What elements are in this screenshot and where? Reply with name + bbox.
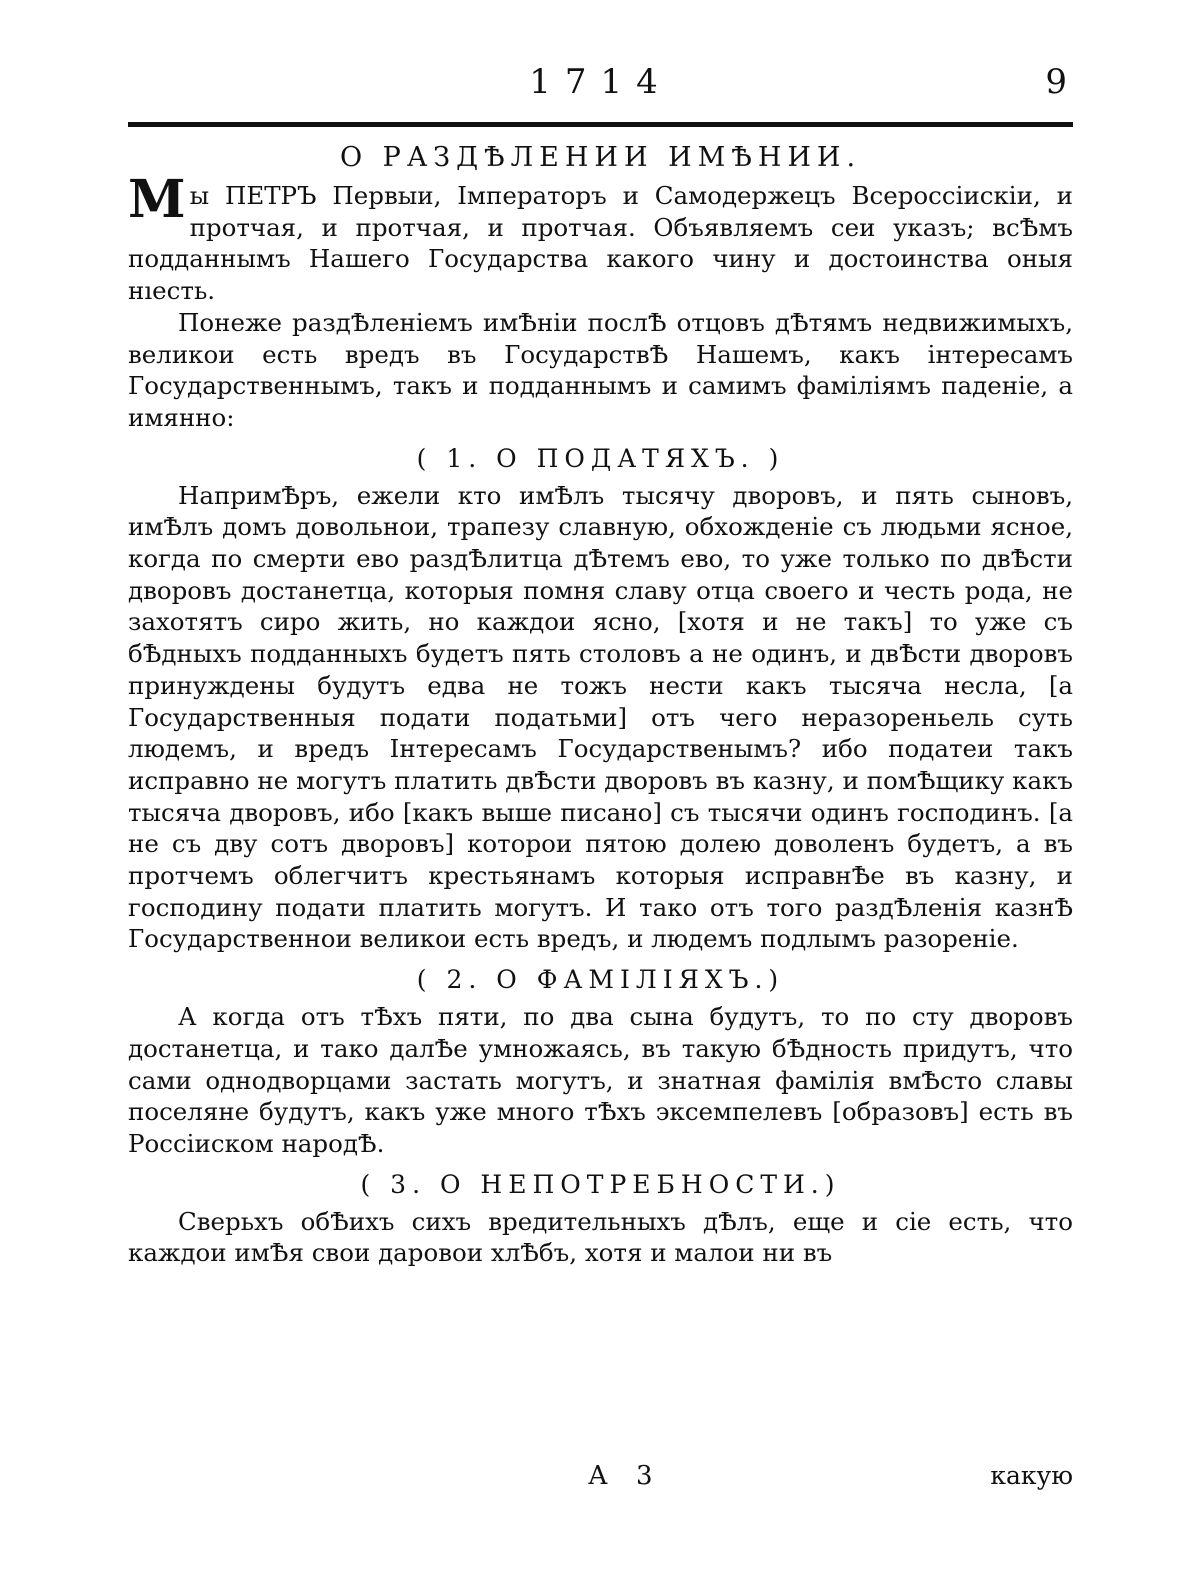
year-heading: 1714 (529, 62, 672, 102)
section-heading-unnecessity: ( 3. О НЕПОТРЕБНОСТИ.) (360, 1169, 841, 1199)
drop-cap: М (128, 169, 186, 230)
page-title: О РАЗДѢЛЕНИИ ИМѢНИИ. (339, 142, 862, 173)
signature-mark: А 3 (588, 1461, 663, 1491)
header-rule (128, 122, 1073, 127)
page-footer (128, 1458, 1073, 1494)
preamble-paragraph: Понеже раздѢленіемъ имѢніи послѢ отцовъ дѢтямъ недвижимыхъ, великои есть вредъ въ ГосударствѢ Нашемъ, какъ інтересамъ Государственнымъ, такъ и подданнымъ и самимъ фаміліямъ паденіе, а имянно: (128, 307, 1073, 432)
section-text-taxes: НапримѢръ, ежели кто имѢлъ тысячу дворовъ, и пять сыновъ, имѢлъ домъ довольнои, трапезу славную, обхожденіе съ людьми ясное, когда по смерти ево раздѢлитца дѢтемъ ево, то уже только по двѢсти дворовъ достанетца, которыя помня славу отца своего и честь рода, не захотятъ сиро жить, но каждои ясно, [хотя и не такъ] то уже съ бѢдныхъ подданныхъ будетъ пять столовъ а не одинъ, и двѢсти дворовъ принуждены будутъ едва не тожъ нести какъ тысяча несла, [а Государственныя подати податьми] отъ чего неразореньель суть людемъ, и вредъ Інтересамъ Государственымъ? ибо податеи такъ исправно не могутъ платить двѢсти дворовъ въ казну, и помѢщику какъ тысяча дворовъ, ибо [какъ выше писано] съ тысячи одинъ господинъ. [а не съ дву сотъ дворовъ] которои пятою долею доволенъ будетъ, а въ протчемъ облегчитъ крестьянамъ которыя исправнѢе въ казну, и господину подати платить могутъ. И тако отъ того раздѢленія казнѢ Государственнои великои есть вредъ, и людемъ подлымъ разореніе. (128, 480, 1073, 954)
section-heading-taxes: ( 1. О ПОДАТЯХЪ. ) (416, 443, 785, 473)
section-text-unnecessity: Сверьхъ обѢихъ сихъ вредительныхъ дѢлъ, еще и сіе есть, что каждои имѢя свои даровои хлѢбъ, хотя и малои ни въ (128, 1206, 1073, 1268)
section-text-families: А когда отъ тѢхъ пяти, по два сына будутъ, то по сту дворовъ достанетца, и тако далѢе умножаясь, въ такую бѢдность придутъ, что сами однодворцами застать могутъ, и знатная фамілія вмѢсто славы поселяне будутъ, какъ уже много тѢхъ эксемпелевъ [образовъ] есть въ Россіиском народѢ. (128, 1002, 1073, 1158)
page-number: 9 (1045, 62, 1067, 102)
intro-text: ы ПЕТРЪ Первыи, Імператоръ и Самодержецъ Всероссіискіи, и протчая, и протчая, и протчая. Объявляемъ сеи указъ; всѢмъ подданнымъ Нашего Государства какого чину и достоинства оныя нıесть. (128, 181, 1073, 306)
intro-paragraph (128, 169, 1073, 307)
running-head (128, 62, 1073, 102)
text-block (128, 138, 1073, 1269)
catchword: какую (990, 1461, 1073, 1490)
section-heading-families: ( 2. О ФАМІЛІЯХЪ.) (416, 965, 785, 995)
